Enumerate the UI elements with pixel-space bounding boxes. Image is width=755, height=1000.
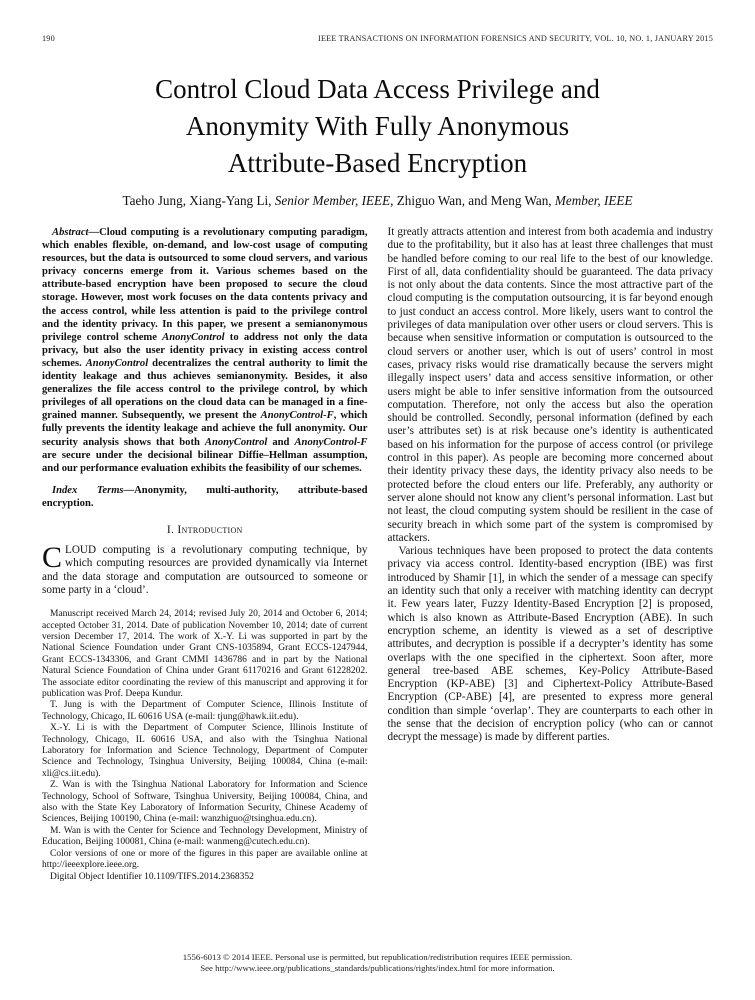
abstract-text: are secure under the decisional bilinear Diffie–Hellman assumption, and our performance evaluation exhibits the feasibility of our schemes. bbox=[42, 449, 368, 474]
paper-title bbox=[42, 71, 713, 182]
footer-line-1: 1556-6013 © 2014 IEEE. Personal use is permitted, but republication/redistribution requires IEEE permission. bbox=[182, 952, 573, 962]
index-terms-paragraph bbox=[42, 484, 368, 510]
abstract-text: , which fully prevents the identity leakage and achieve the full anonymity. Our security analysis shows that both bbox=[42, 410, 368, 448]
footnote-color-versions: Color versions of one or more of the figures in this paper are available online at http://ieeexplore.ieee.org. bbox=[42, 848, 368, 871]
intro-text: LOUD computing is a revolutionary computing technique, by which computing resources are provided dynamically via Internet and the data storage and computation are outsourced to someone or some party in a ‘cloud’. bbox=[42, 543, 368, 596]
journal-header: IEEE TRANSACTIONS ON INFORMATION FORENSICS AND SECURITY, VOL. 10, NO. 1, JANUARY 2015 bbox=[318, 34, 713, 43]
author-line bbox=[42, 193, 713, 209]
author-role-1: Senior Member, IEEE bbox=[274, 193, 391, 208]
footnote-author-xyli: X.-Y. Li is with the Department of Computer Science, Illinois Institute of Technology, Chicago, IL 60616 USA, and also with the Tsinghua National Laboratory for Information and Science Technology, Department of Computer Science and Technology, Tsinghua University, Beijing 100084, China (e-mail: xli@cs.iit.edu). bbox=[42, 723, 368, 779]
abstract-text: Cloud computing is a revolutionary computing paradigm, which enables flexible, on-demand, and low-cost usage of computing resources, but the data is outsourced to some cloud servers, and various privacy concerns emerge from it. Various schemes based on the attribute-based encryption have been proposed to secure the cloud storage. However, most work focuses on the data contents privacy and the access control, while less attention is paid to the privilege control and the identity privacy. In this paper, we present a semianonymous privilege control scheme bbox=[42, 227, 368, 343]
footnote-author-tjung: T. Jung is with the Department of Computer Science, Illinois Institute of Technology, Chicago, IL 60616 USA (e-mail: tjung@hawk.iit.edu). bbox=[42, 700, 368, 722]
title-line-1: Control Cloud Data Access Privilege and bbox=[155, 74, 600, 104]
footer-line-2: See http://www.ieee.org/publications_standards/publications/rights/index.html for more information. bbox=[200, 963, 555, 973]
copyright-footer bbox=[42, 952, 713, 974]
footnote-manuscript: Manuscript received March 24, 2014; revised July 20, 2014 and October 6, 2014; accepted October 31, 2014. Date of publication November 10, 2014; date of current version December 17, 2014. The work of X.-Y. Li was supported in part by the National Science Foundation under Grant CNS-1035894, Grant ECCS-1247944, Grant ECCS-1343306, and Grant CMMI 1436786 and in part by the National Natural Science Foundation of China under Grant 61170216 and Grant 61228202. The associate editor coordinating the review of this manuscript and approving it for publication was Prof. Deepa Kundur. bbox=[42, 609, 368, 699]
title-line-3: Attribute-Based Encryption bbox=[227, 148, 528, 178]
author-role-2: Member, IEEE bbox=[554, 193, 633, 208]
footnote-doi: Digital Object Identifier 10.1109/TIFS.2014.2368352 bbox=[50, 871, 254, 882]
footnote-author-zwan: Z. Wan is with the Tsinghua National Laboratory for Information and Science Technology, School of Software, Tsinghua University, Beijing 100084, China, and also with the State Key Laboratory of Information Security, Chinese Academy of Sciences, Beijing 100190, China (e-mail: wanzhiguo@tsinghua.edu.cn). bbox=[42, 780, 368, 825]
scheme-name: AnonyControl-F bbox=[294, 436, 368, 448]
page-number: 190 bbox=[42, 34, 55, 43]
two-column-body bbox=[42, 226, 713, 952]
author-names-1: Taeho Jung, Xiang-Yang Li, bbox=[122, 193, 275, 208]
body-paragraph-1: It greatly attracts attention and interest from both academia and industry due to the profitability, but it also has at least three challenges that must be handled before coming to our real life to the best of our knowledge. First of all, data confidentiality should be guaranteed. The data privacy is not only about the data contents. Since the most attractive part of the cloud computing is the computation outsourcing, it is far beyond enough to just conduct an access control. More likely, users want to control the privileges of data manipulation over other users or cloud servers. This is because when sensitive information or computation is outsourced to the cloud servers or another user, which is out of users’ control in most cases, privacy risks would rise dramatically because the servers might illegally inspect users’ data and access sensitive information, or other users might be able to infer sensitive information from the outsourced computation. Therefore, not only the access but also the operation should be controlled. Secondly, personal information (defined by each user’s attributes set) is at risk because one’s identity is authenticated based on his information for the purpose of access control (or privilege control in this paper). As people are becoming more concerned about their identity privacy these days, the identity privacy also needs to be protected before the cloud enters our life. Preferably, any authority or server alone should not know any client’s personal information. Last but not least, the cloud computing system should be resilient in the case of security breach in which some part of the system is compromised by attackers. bbox=[387, 226, 713, 544]
index-terms-label: Index Terms— bbox=[52, 484, 135, 496]
abstract-label: Abstract— bbox=[52, 227, 100, 238]
left-column bbox=[42, 226, 368, 952]
abstract-paragraph bbox=[42, 226, 368, 475]
section-heading-introduction: I. Introduction bbox=[166, 522, 243, 536]
footnote-author-mwan: M. Wan is with the Center for Science and Technology Development, Ministry of Education, Beijing 100081, China (e-mail: wanmeng@cutech.edu.cn). bbox=[42, 825, 368, 848]
abstract-text: decentralizes the central authority to limit the identity leakage and thus achieves semianonymity. Besides, it also generalizes the file access control to the privilege control, by which privileges of all operations on the cloud data can be managed in a fine-grained manner. Subsequently, we present the bbox=[42, 357, 368, 422]
running-head bbox=[42, 34, 713, 43]
author-names-2: , Zhiguo Wan, and Meng Wan, bbox=[390, 193, 555, 208]
body-paragraph-2: Various techniques have been proposed to protect the data contents privacy via access control. Identity-based encryption (IBE) was first introduced by Shamir [1], in which the sender of a message can specify an identity such that only a receiver with matching identity can decrypt it. Few years later, Fuzzy Identity-Based Encryption [2] is proposed, which is also known as Attribute-Based Encryption (ABE). In such encryption scheme, an identity is viewed as a set of descriptive attributes, and decryption is possible if a decrypter’s identity has some overlaps with the one specified in the ciphertext. Soon after, more general tree-based ABE schemes, Key-Policy Attribute-Based Encryption (KP-ABE) [3] and Ciphertext-Policy Attribute-Based Encryption (CP-ABE) [4], are presented to express more general condition than simple ‘overlap’. They are counterparts to each other in the sense that the decision of encryption policy (who can or cannot decrypt the message) is made by different parties. bbox=[387, 545, 713, 744]
abstract-text: and bbox=[267, 436, 295, 448]
scheme-name: AnonyControl-F bbox=[260, 410, 334, 422]
abstract-text: to address not only the data privacy, but also the user identity privacy in existing access control schemes. bbox=[42, 331, 368, 369]
footnote-block bbox=[42, 609, 368, 883]
right-column bbox=[388, 226, 714, 952]
title-line-2: Anonymity With Fully Anonymous bbox=[185, 111, 570, 141]
scheme-name: AnonyControl bbox=[162, 331, 225, 343]
scheme-name: AnonyControl bbox=[204, 436, 268, 448]
intro-paragraph bbox=[42, 540, 368, 597]
scheme-name: AnonyControl bbox=[85, 357, 149, 369]
index-terms-text: Anonymity, multi-authority, attribute-based encryption. bbox=[42, 484, 368, 509]
drop-cap: C bbox=[42, 540, 63, 574]
